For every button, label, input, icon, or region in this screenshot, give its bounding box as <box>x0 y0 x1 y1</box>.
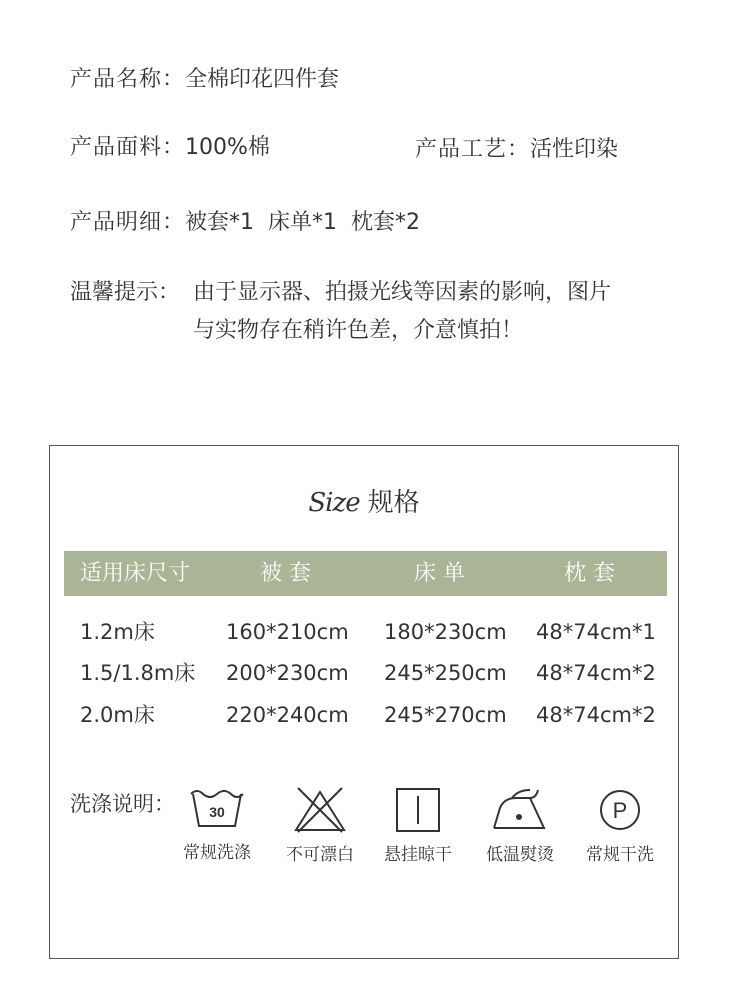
wash-temp-text: 30 <box>209 804 225 820</box>
product-fabric-label: 产品面料： <box>70 135 186 160</box>
care-label-low-iron: 低温熨烫 <box>486 845 554 865</box>
size-title-en: Size <box>308 488 360 518</box>
product-craft-value: 活性印染 <box>530 137 619 162</box>
care-label-no-bleach: 不可漂白 <box>286 845 354 865</box>
tip-label: 温馨提示： <box>70 280 181 305</box>
product-craft-label: 产品工艺： <box>415 137 531 162</box>
cell-bed-size: 1.2m床 <box>80 620 155 644</box>
product-detail-label: 产品明细： <box>70 210 186 235</box>
dry-clean-icon <box>592 786 648 834</box>
product-detail-line <box>70 205 420 236</box>
tip-line-1: 由于显示器、拍摄光线等因素的影响，图片 <box>193 280 612 305</box>
care-item-low-iron <box>475 786 565 865</box>
cell-bed-size: 2.0m床 <box>80 703 155 727</box>
care-label-hang-dry: 悬挂晾干 <box>384 845 452 865</box>
cell-pillowcase: 48*74cm*2 <box>536 703 656 727</box>
wash-30-icon <box>189 786 245 832</box>
product-name-value: 全棉印花四件套 <box>185 67 340 92</box>
dry-clean-symbol: P <box>612 798 628 823</box>
cell-duvet-cover: 200*230cm <box>226 661 349 685</box>
header-pillowcase: 枕 套 <box>564 561 615 586</box>
product-detail-value: 被套*1 床单*1 枕套*2 <box>185 210 420 235</box>
product-name-label: 产品名称： <box>70 67 186 92</box>
size-table-header <box>64 551 667 596</box>
cell-bed-sheet: 245*270cm <box>384 703 507 727</box>
size-title-cn: 规格 <box>367 488 420 518</box>
cell-bed-size: 1.5/1.8m床 <box>80 661 196 685</box>
product-fabric-line <box>70 130 270 161</box>
care-label-wash: 常规洗涤 <box>183 843 251 863</box>
header-bed-sheet: 床 单 <box>414 561 465 586</box>
care-item-dry-clean <box>575 786 665 865</box>
size-panel <box>49 445 679 959</box>
size-title <box>50 482 678 519</box>
table-row <box>50 653 678 693</box>
care-item-wash <box>172 786 262 863</box>
tip-text <box>193 274 611 350</box>
table-row <box>50 612 678 652</box>
care-item-hang-dry <box>373 786 463 865</box>
product-fabric-value: 100%棉 <box>185 135 270 160</box>
care-label: 洗涤说明： <box>70 792 175 816</box>
header-bed-size: 适用床尺寸 <box>80 561 191 586</box>
cell-bed-sheet: 180*230cm <box>384 620 507 644</box>
header-duvet-cover: 被 套 <box>260 561 311 586</box>
product-craft-line <box>415 132 618 163</box>
tip-line-2: 与实物存在稍许色差，介意慎拍！ <box>193 318 524 343</box>
care-label-dry-clean: 常规干洗 <box>586 845 654 865</box>
cell-duvet-cover: 220*240cm <box>226 703 349 727</box>
table-row <box>50 695 678 735</box>
cell-pillowcase: 48*74cm*1 <box>536 620 656 644</box>
no-bleach-icon <box>292 786 348 834</box>
care-item-no-bleach <box>275 786 365 865</box>
product-name-line <box>70 62 339 93</box>
cell-bed-sheet: 245*250cm <box>384 661 507 685</box>
hang-dry-icon <box>390 786 446 834</box>
cell-pillowcase: 48*74cm*2 <box>536 661 656 685</box>
low-iron-icon <box>490 786 550 834</box>
cell-duvet-cover: 160*210cm <box>226 620 349 644</box>
